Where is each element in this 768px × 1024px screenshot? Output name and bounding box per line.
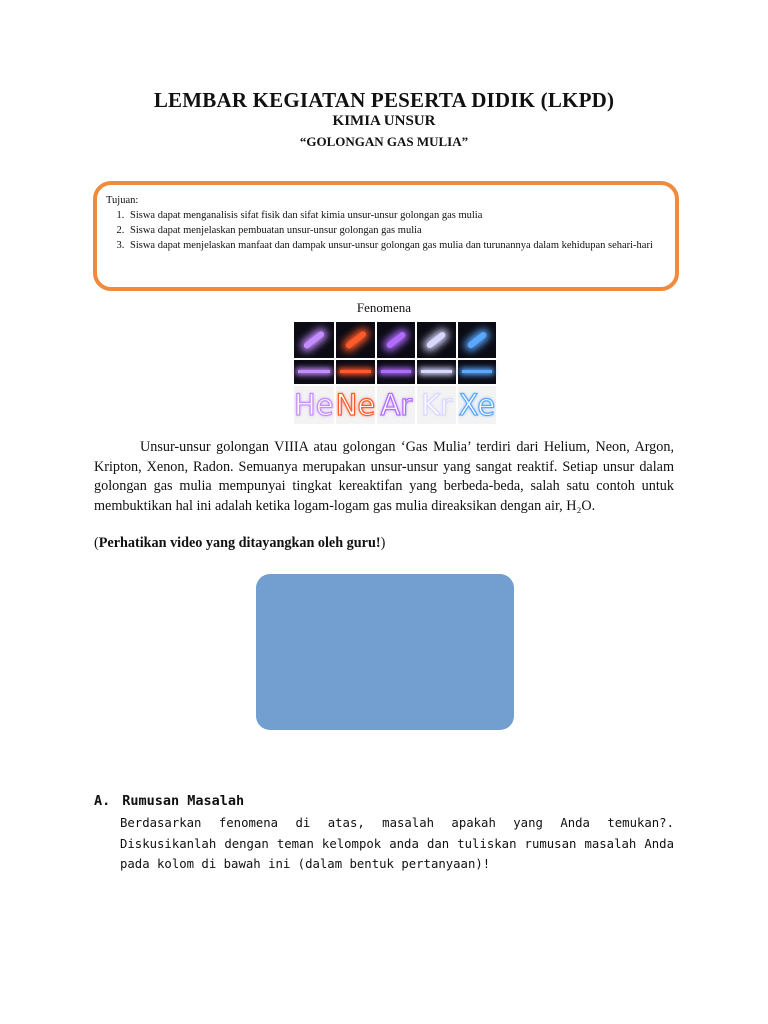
gas-tube: [294, 322, 334, 358]
gas-glow-line: [377, 360, 415, 384]
page-subtitle: KIMIA UNSUR: [332, 113, 436, 129]
gas-symbol: Ne: [336, 386, 376, 424]
gas-tube: [458, 322, 496, 358]
gas-symbol: He: [294, 386, 334, 424]
note-bold-text: Perhatikan video yang ditayangkan oleh guru!: [98, 535, 381, 551]
section-number: A.: [94, 793, 111, 809]
section-a-text: Berdasarkan fenomena di atas, masalah apakah yang Anda temukan?. Diskusikanlah dengan teman kelompok anda dan tuliskan rumusan masalah Anda pada kolom di bawah ini (dalam bentuk pertanyaan)!: [120, 816, 674, 871]
goals-label: Tujuan:: [106, 195, 139, 206]
gas-tube: [417, 322, 455, 358]
phenomenon-label: Fenomena: [356, 300, 412, 315]
goal-item: 2. Siswa dapat menjelaskan pembuatan unsur-unsur golongan gas mulia: [127, 223, 675, 238]
gas-glow-line: [336, 360, 376, 384]
gas-glow-line: [294, 360, 334, 384]
section-a-title: [94, 793, 244, 809]
noble-gas-image: [293, 321, 497, 423]
gas-symbol: Kr: [417, 386, 455, 424]
gas-tube: [377, 322, 415, 358]
topic-title: “GOLONGAN GAS MULIA”: [299, 134, 469, 149]
goals-list: [106, 208, 675, 253]
intro-paragraph: Unsur-unsur golongan VIIIA atau golongan ‘Gas Mulia’ terdiri dari Helium, Neon, Argon, Kripton, Xenon, Radon. Semuanya merupakan unsur-unsur yang sangat reaktif. Setiap unsur dalam golongan gas mulia mempunyai tingkat kereaktifan yang berbeda-beda, salah satu contoh untuk membuktikan hal ini adalah ketika logam-logam gas mulia direaksikan dengan air, H₂O.: [94, 439, 674, 514]
gas-symbol: Xe: [458, 386, 496, 424]
goal-item: 1. Siswa dapat menganalisis sifat fisik dan sifat kimia unsur-unsur golongan gas mulia: [127, 208, 675, 223]
gas-glow-line: [417, 360, 455, 384]
gas-tube: [336, 322, 376, 358]
gas-glow-line: [458, 360, 496, 384]
teacher-video-note: (Perhatikan video yang ditayangkan oleh guru!): [94, 535, 386, 551]
page-title: LEMBAR KEGIATAN PESERTA DIDIK (LKPD): [153, 88, 615, 112]
gas-symbol: Ar: [377, 386, 415, 424]
video-placeholder[interactable]: [256, 574, 514, 730]
goal-item: 3. Siswa dapat menjelaskan manfaat dan dampak unsur-unsur golongan gas mulia dan turunannya dalam kehidupan sehari-hari: [127, 238, 675, 253]
section-heading: Rumusan Masalah: [122, 793, 245, 809]
goals-box: [93, 181, 679, 291]
